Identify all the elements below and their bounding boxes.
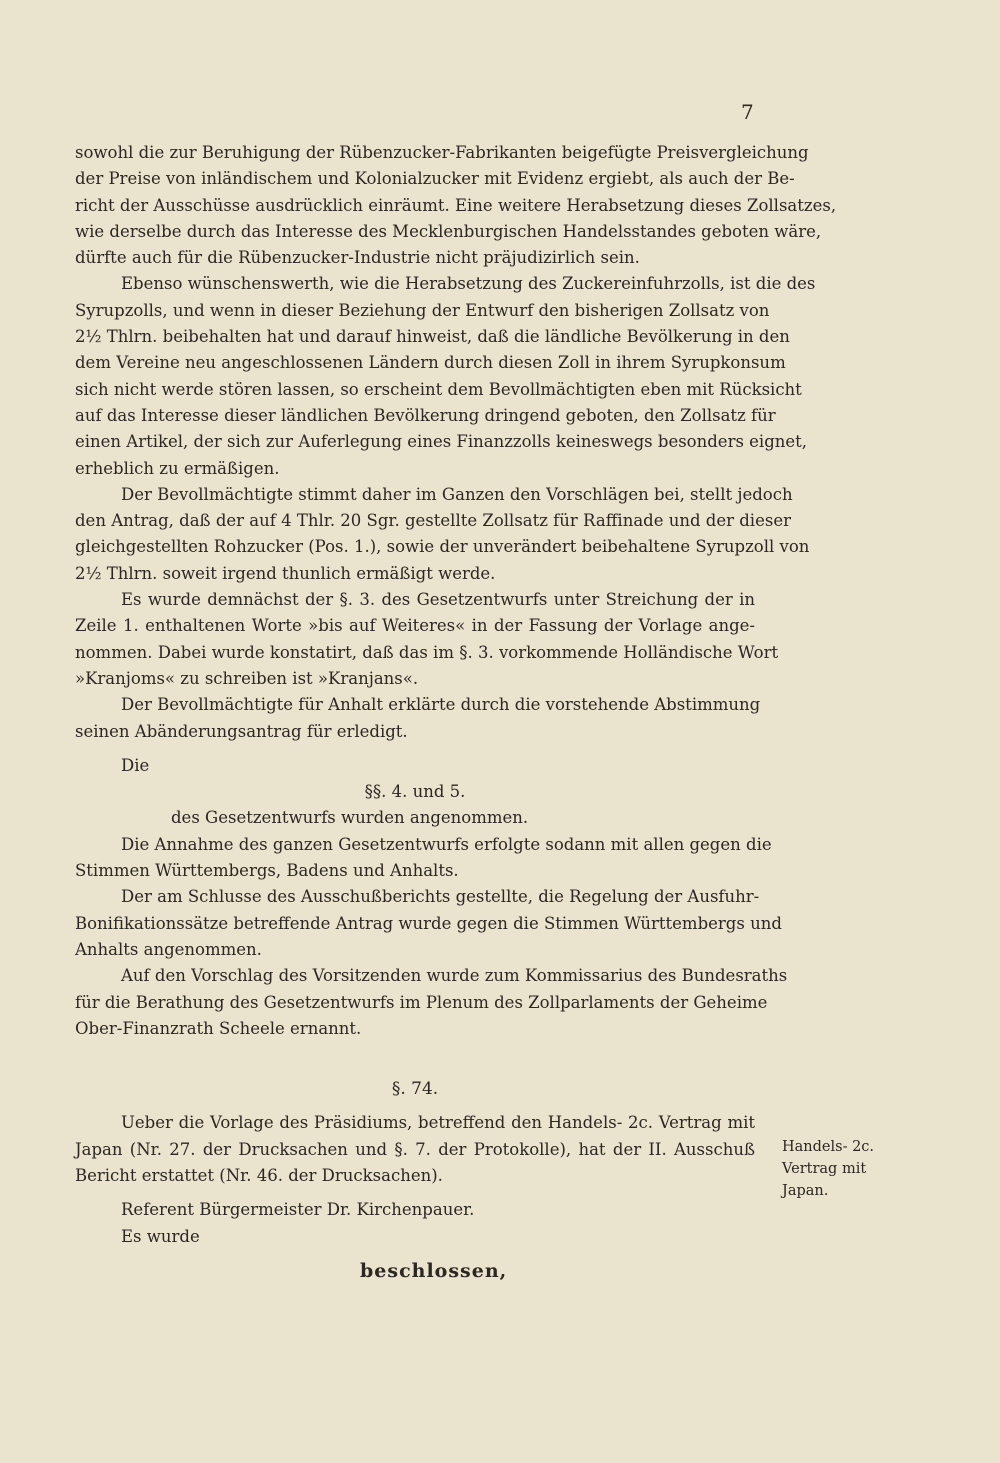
paragraph <box>75 692 761 745</box>
text-line: Japan (Nr. 27. der Drucksachen und §. 7. der Protokolle), hat der II. Ausschuß <box>75 1139 755 1159</box>
text-line: wie derselbe durch das Interesse des Mecklenburgischen Handelsstandes geboten wäre, <box>75 221 822 241</box>
text-line: sich nicht werde stören lassen, so erscheint dem Bevollmächtigten eben mit Rücksicht <box>75 379 802 399</box>
margin-note <box>782 1136 892 1202</box>
margin-note-line: Japan. <box>782 1183 829 1199</box>
paragraph <box>75 832 772 885</box>
margin-note-line: Vertrag mit <box>782 1161 867 1177</box>
text-line: Der Bevollmächtigte stimmt daher im Ganzen den Vorschlägen bei, stellt jedoch <box>121 484 793 504</box>
text-line: 2½ Thlrn. soweit irgend thunlich ermäßigt werde. <box>75 563 496 583</box>
text-line: dem Vereine neu angeschlossenen Ländern durch diesen Zoll in ihrem Syrupkonsum <box>75 353 786 373</box>
referent-line: Referent Bürgermeister Dr. Kirchenpauer. <box>121 1200 475 1220</box>
text-line: den Antrag, daß der auf 4 Thlr. 20 Sgr. gestellte Zollsatz für Raffinade und der dieser <box>75 511 791 531</box>
paragraph <box>75 271 816 481</box>
text-line: Ebenso wünschenswerth, wie die Herabsetzung des Zuckereinfuhrzolls, ist die des <box>121 274 816 294</box>
section-heading-4-5: §§. 4. und 5. <box>364 782 466 802</box>
beschlossen-heading: beschlossen, <box>360 1259 508 1282</box>
text-line: auf das Interesse dieser ländlichen Bevölkerung dringend geboten, den Zollsatz für <box>75 405 776 425</box>
text-line: gleichgestellten Rohzucker (Pos. 1.), sowie der unverändert beibehaltene Syrupzoll von <box>75 537 810 557</box>
text-line: richt der Ausschüsse ausdrücklich einräumt. Eine weitere Herabsetzung dieses Zollsatzes, <box>75 195 837 215</box>
die-line: Die <box>121 755 150 775</box>
paragraph <box>75 482 810 587</box>
section-4-5-text: des Gesetzentwurfs wurden angenommen. <box>171 808 529 828</box>
text-line: 2½ Thlrn. beibehalten hat und darauf hinweist, daß die ländliche Bevölkerung in den <box>75 327 790 347</box>
paragraph <box>75 884 782 963</box>
text-line: seinen Abänderungsantrag für erledigt. <box>75 721 408 741</box>
paragraph <box>75 587 779 692</box>
text-line: der Preise von inländischem und Kolonialzucker mit Evidenz ergiebt, als auch der Be- <box>75 169 795 189</box>
text-line: Der am Schlusse des Ausschußberichts gestellte, die Regelung der Ausfuhr- <box>121 887 760 907</box>
section-heading-74: §. 74. <box>391 1079 439 1100</box>
page-number: 7 <box>741 100 754 124</box>
text-line: Bericht erstattet (Nr. 46. der Drucksachen). <box>75 1165 443 1185</box>
text-line: nommen. Dabei wurde konstatirt, daß das im §. 3. vorkommende Holländische Wort <box>75 642 779 662</box>
text-line: »Kranjoms« zu schreiben ist »Kranjans«. <box>75 668 419 688</box>
body-text <box>75 140 837 1288</box>
text-line: Stimmen Württembergs, Badens und Anhalts. <box>75 861 459 881</box>
text-line: für die Berathung des Gesetzentwurfs im Plenum des Zollparlaments der Geheime <box>75 992 768 1012</box>
text-line: Anhalts angenommen. <box>75 939 262 959</box>
paragraph <box>75 140 837 271</box>
text-line: Die Annahme des ganzen Gesetzentwurfs erfolgte sodann mit allen gegen die <box>121 834 772 854</box>
text-line: Der Bevollmächtigte für Anhalt erklärte durch die vorstehende Abstimmung <box>121 695 761 715</box>
text-line: Syrupzolls, und wenn in dieser Beziehung der Entwurf den bisherigen Zollsatz von <box>75 300 770 320</box>
text-line: Ueber die Vorlage des Präsidiums, betreffend den Handels- 2c. Vertrag mit <box>121 1113 755 1133</box>
text-line: Zeile 1. enthaltenen Worte »bis auf Weiteres« in der Fassung der Vorlage ange- <box>75 616 755 636</box>
text-line: sowohl die zur Beruhigung der Rübenzucker-Fabrikanten beigefügte Preisvergleichung <box>75 143 809 162</box>
text-line: erheblich zu ermäßigen. <box>75 458 280 478</box>
text-line: Bonifikationssätze betreffende Antrag wurde gegen die Stimmen Württembergs und <box>75 913 782 933</box>
paragraph <box>75 963 788 1042</box>
es-wurde-line: Es wurde <box>121 1226 200 1246</box>
text-line: dürfte auch für die Rübenzucker-Industrie nicht präjudizirlich sein. <box>75 248 640 268</box>
text-line: Ober-Finanzrath Scheele ernannt. <box>75 1018 362 1038</box>
margin-note-line: Handels- 2c. <box>782 1139 875 1155</box>
text-line: einen Artikel, der sich zur Auferlegung eines Finanzzolls keineswegs besonders eignet, <box>75 432 808 452</box>
text-line: Es wurde demnächst der §. 3. des Gesetzentwurfs unter Streichung der in <box>121 590 755 610</box>
text-line: Auf den Vorschlag des Vorsitzenden wurde zum Kommissarius des Bundesraths <box>121 966 788 986</box>
paragraph <box>75 1110 755 1189</box>
